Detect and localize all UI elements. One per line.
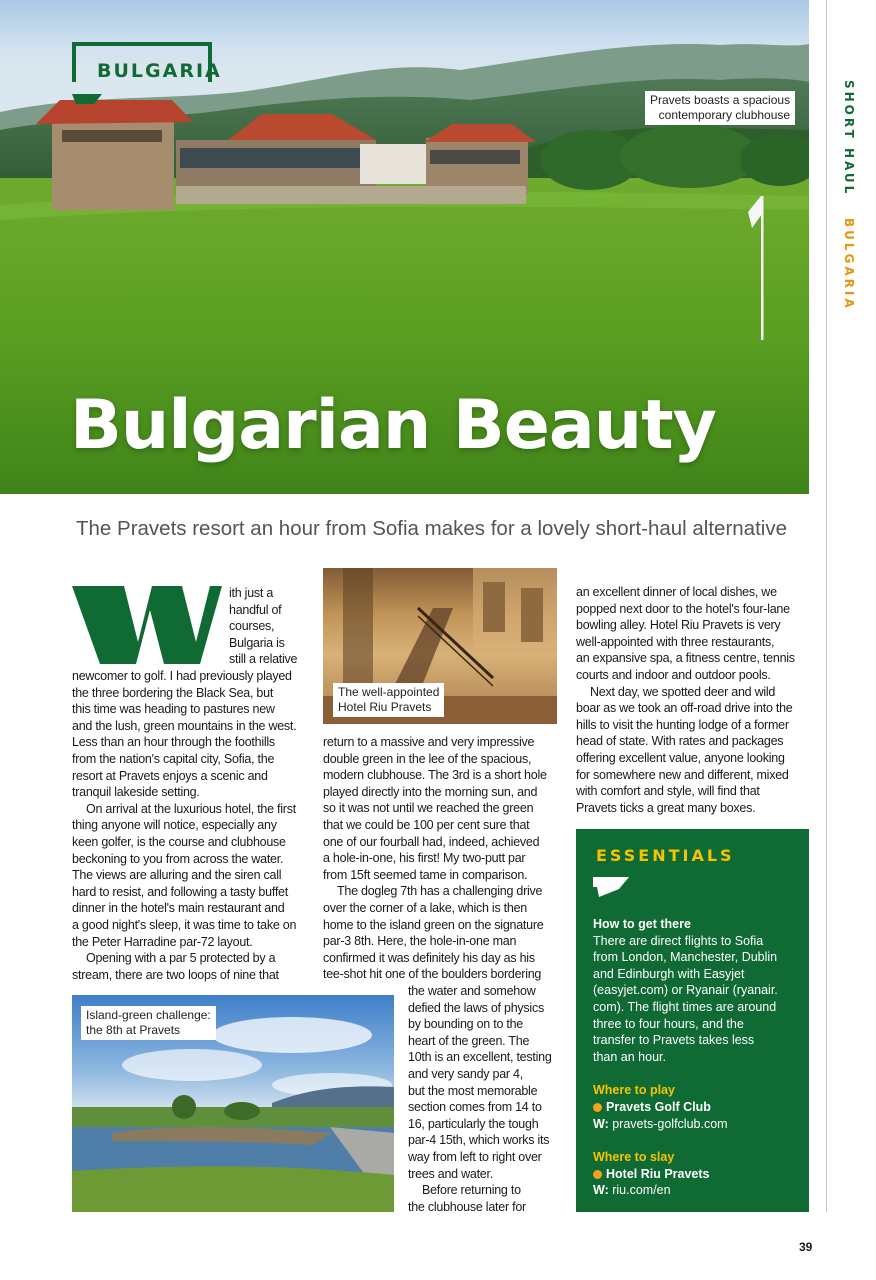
hero-caption bbox=[645, 91, 795, 125]
text-line: way from left to right over bbox=[408, 1149, 542, 1164]
text-line: heart of the green. The bbox=[408, 1033, 530, 1048]
text-line: double green in the lee of the spacious, bbox=[323, 751, 532, 766]
text-line: played directly into the morning sun, and bbox=[323, 784, 538, 799]
page-title: Bulgarian Beauty bbox=[70, 386, 717, 465]
text-line: handful of bbox=[229, 602, 282, 617]
text-line: 16, particularly the tough bbox=[408, 1116, 539, 1131]
play-website-link[interactable]: pravets-golfclub.com bbox=[612, 1116, 728, 1131]
play-web bbox=[593, 1116, 798, 1133]
text-line: courts and indoor and outdoor pools. bbox=[576, 667, 771, 682]
text-line: newcomer to golf. I had previously played bbox=[72, 669, 292, 683]
play-item bbox=[593, 1099, 798, 1116]
text-line: hard to resist, and following a tasty buffet bbox=[72, 884, 288, 899]
slay-item bbox=[593, 1166, 798, 1183]
text-line: over the corner of a lake, which is then bbox=[323, 900, 528, 915]
text-line: bowling alley. Hotel Riu Pravets is very bbox=[576, 618, 781, 633]
text-line: and Edinburgh with Easyjet bbox=[593, 966, 745, 981]
text-line: confirmed it was definitely his day as his bbox=[323, 950, 535, 965]
text-line: a good night's sleep, it was time to take on bbox=[72, 917, 297, 932]
body-column-2-narrow bbox=[408, 983, 560, 1215]
text-line: stream, there are two loops of nine that bbox=[72, 967, 279, 982]
text-line: Next day, we spotted deer and wild bbox=[590, 684, 776, 699]
page-number: 39 bbox=[799, 1240, 813, 1254]
bullet-icon bbox=[593, 1170, 602, 1179]
essentials-body bbox=[593, 916, 798, 1199]
text-line: modern clubhouse. The 3rd is a short hole bbox=[323, 768, 547, 783]
text-line: one of our fourball had, indeed, achieved bbox=[323, 834, 540, 849]
text-line: well-appointed with three restaurants, bbox=[576, 634, 775, 649]
text-line: and the lush, green mountains in the west. bbox=[72, 718, 297, 733]
section-tag: BULGARIA bbox=[97, 60, 222, 82]
text-line: keen golfer, is the course and clubhouse bbox=[72, 834, 286, 849]
text-line: par-4 15th, which works its bbox=[408, 1133, 550, 1148]
web-label: W: bbox=[593, 1183, 609, 1198]
island-caption bbox=[81, 1006, 216, 1040]
slay-website-link[interactable]: riu.com/en bbox=[612, 1183, 671, 1198]
text-line: thing anyone will notice, especially any bbox=[72, 818, 277, 833]
text-line: still a relative bbox=[229, 652, 298, 667]
text-line: Less than an hour through the foothills bbox=[72, 735, 275, 750]
text-line: offering excellent value, anyone looking bbox=[576, 750, 785, 765]
text-line: 10th is an excellent, testing bbox=[408, 1050, 552, 1065]
text-line: ith just a bbox=[229, 586, 274, 600]
text-line: (easyjet.com) or Ryanair (ryanair. bbox=[593, 983, 778, 998]
essentials-box bbox=[576, 829, 809, 1212]
text-line: boar as we took an off-road drive into the bbox=[576, 701, 793, 716]
text-line: courses, bbox=[229, 619, 275, 634]
body-column-3 bbox=[576, 584, 812, 816]
text-line: beckoning to you from across the water. bbox=[72, 851, 284, 866]
text-line: that we could be 100 per cent sure that bbox=[323, 817, 530, 832]
text-line: from London, Manchester, Dublin bbox=[593, 950, 778, 965]
text-line: The dogleg 7th has a challenging drive bbox=[337, 884, 543, 899]
essentials-title: ESSENTIALS bbox=[596, 846, 735, 865]
text-line: return to a massive and very impressive bbox=[323, 735, 535, 749]
text-line: with comfort and style, will find that bbox=[576, 784, 760, 799]
text-line: com). The flight times are around bbox=[593, 999, 777, 1014]
section-side-label bbox=[842, 80, 856, 310]
caption-line: Hotel Riu Pravets bbox=[338, 700, 432, 714]
text-line: Bulgaria is bbox=[229, 635, 285, 650]
caption-line: the 8th at Pravets bbox=[86, 1023, 181, 1037]
text-line: from the nation's capital city, Sofia, the bbox=[72, 751, 275, 766]
text-line: On arrival at the luxurious hotel, the first bbox=[86, 801, 296, 816]
text-line: so it was not until we reached the green bbox=[323, 801, 534, 816]
text-line: than an hour. bbox=[593, 1049, 666, 1064]
hero-photo bbox=[0, 0, 809, 494]
get-there-heading: How to get there bbox=[593, 917, 691, 931]
slay-heading: Where to slay bbox=[593, 1150, 675, 1165]
text-line: an expansive spa, a fitness centre, tennis bbox=[576, 651, 795, 666]
text-line: for somewhere new and different, mixed bbox=[576, 767, 789, 782]
text-line: the Peter Harradine par-72 layout. bbox=[72, 934, 253, 949]
text-line: popped next door to the hotel's four-lane bbox=[576, 601, 790, 616]
text-line: trees and water. bbox=[408, 1166, 493, 1181]
text-line: dinner in the hotel's main restaurant and bbox=[72, 901, 285, 916]
island-green-photo bbox=[72, 995, 394, 1212]
text-line: by bounding on to the bbox=[408, 1017, 523, 1032]
caption-line: contemporary clubhouse bbox=[658, 108, 791, 122]
play-heading: Where to play bbox=[593, 1083, 675, 1098]
side-divider bbox=[826, 0, 827, 1212]
body-column-1 bbox=[72, 668, 308, 983]
side-label-primary: SHORT HAUL bbox=[842, 80, 856, 197]
text-line: tranquil lakeside setting. bbox=[72, 785, 200, 800]
text-line: resort at Pravets enjoys a scenic and bbox=[72, 768, 268, 783]
text-line: three to four hours, and the bbox=[593, 1016, 744, 1031]
side-label-secondary: BULGARIA bbox=[842, 217, 856, 311]
slay-web bbox=[593, 1182, 798, 1199]
text-line: the three bordering the Black Sea, but bbox=[72, 685, 274, 700]
text-line: Opening with a par 5 protected by a bbox=[86, 951, 276, 966]
standfirst: The Pravets resort an hour from Sofia makes for a lovely short-haul alternative bbox=[76, 517, 787, 540]
text-line: defied the laws of physics bbox=[408, 1000, 544, 1015]
text-line: The views are alluring and the siren call bbox=[72, 868, 282, 883]
slay-name: Hotel Riu Pravets bbox=[606, 1166, 710, 1181]
text-line: transfer to Pravets takes less bbox=[593, 1033, 755, 1048]
caption-line: The well-appointed bbox=[338, 685, 440, 699]
hotel-photo bbox=[323, 568, 557, 724]
text-line: and very sandy par 4, bbox=[408, 1066, 523, 1081]
text-line: but the most memorable bbox=[408, 1083, 538, 1098]
web-label: W: bbox=[593, 1116, 609, 1131]
play-name: Pravets Golf Club bbox=[606, 1099, 711, 1114]
text-line: home to the island green on the signature bbox=[323, 917, 544, 932]
text-line: a hole-in-one, his first! My two-putt par bbox=[323, 851, 526, 866]
text-line: this time was heading to pastures new bbox=[72, 702, 275, 717]
text-line: an excellent dinner of local dishes, we bbox=[576, 585, 777, 599]
body-column-2 bbox=[323, 734, 559, 983]
text-line: There are direct flights to Sofia bbox=[593, 933, 764, 948]
text-line: the clubhouse later for bbox=[408, 1199, 526, 1214]
col1-dropcap-text bbox=[229, 585, 309, 668]
dropcap-w bbox=[72, 586, 222, 664]
caption-line: Island-green challenge: bbox=[86, 1008, 211, 1022]
text-line: par-3 8th. Here, the hole-in-one man bbox=[323, 934, 517, 949]
text-line: from 15ft seemed tame in comparison. bbox=[323, 867, 528, 882]
text-line: Pravets ticks a great many boxes. bbox=[576, 800, 756, 815]
essentials-notch-icon bbox=[593, 877, 633, 899]
hotel-caption bbox=[333, 683, 444, 717]
text-line: tee-shot hit one of the boulders bordering bbox=[323, 967, 542, 982]
caption-line: Pravets boasts a spacious bbox=[650, 93, 791, 107]
text-line: Before returning to bbox=[422, 1183, 521, 1198]
text-line: the water and somehow bbox=[408, 984, 536, 998]
bullet-icon bbox=[593, 1103, 602, 1112]
text-line: head of state. With rates and packages bbox=[576, 734, 784, 749]
text-line: hills to visit the hunting lodge of a former bbox=[576, 717, 789, 732]
text-line: section comes from 14 to bbox=[408, 1100, 542, 1115]
tag-notch bbox=[72, 94, 102, 108]
